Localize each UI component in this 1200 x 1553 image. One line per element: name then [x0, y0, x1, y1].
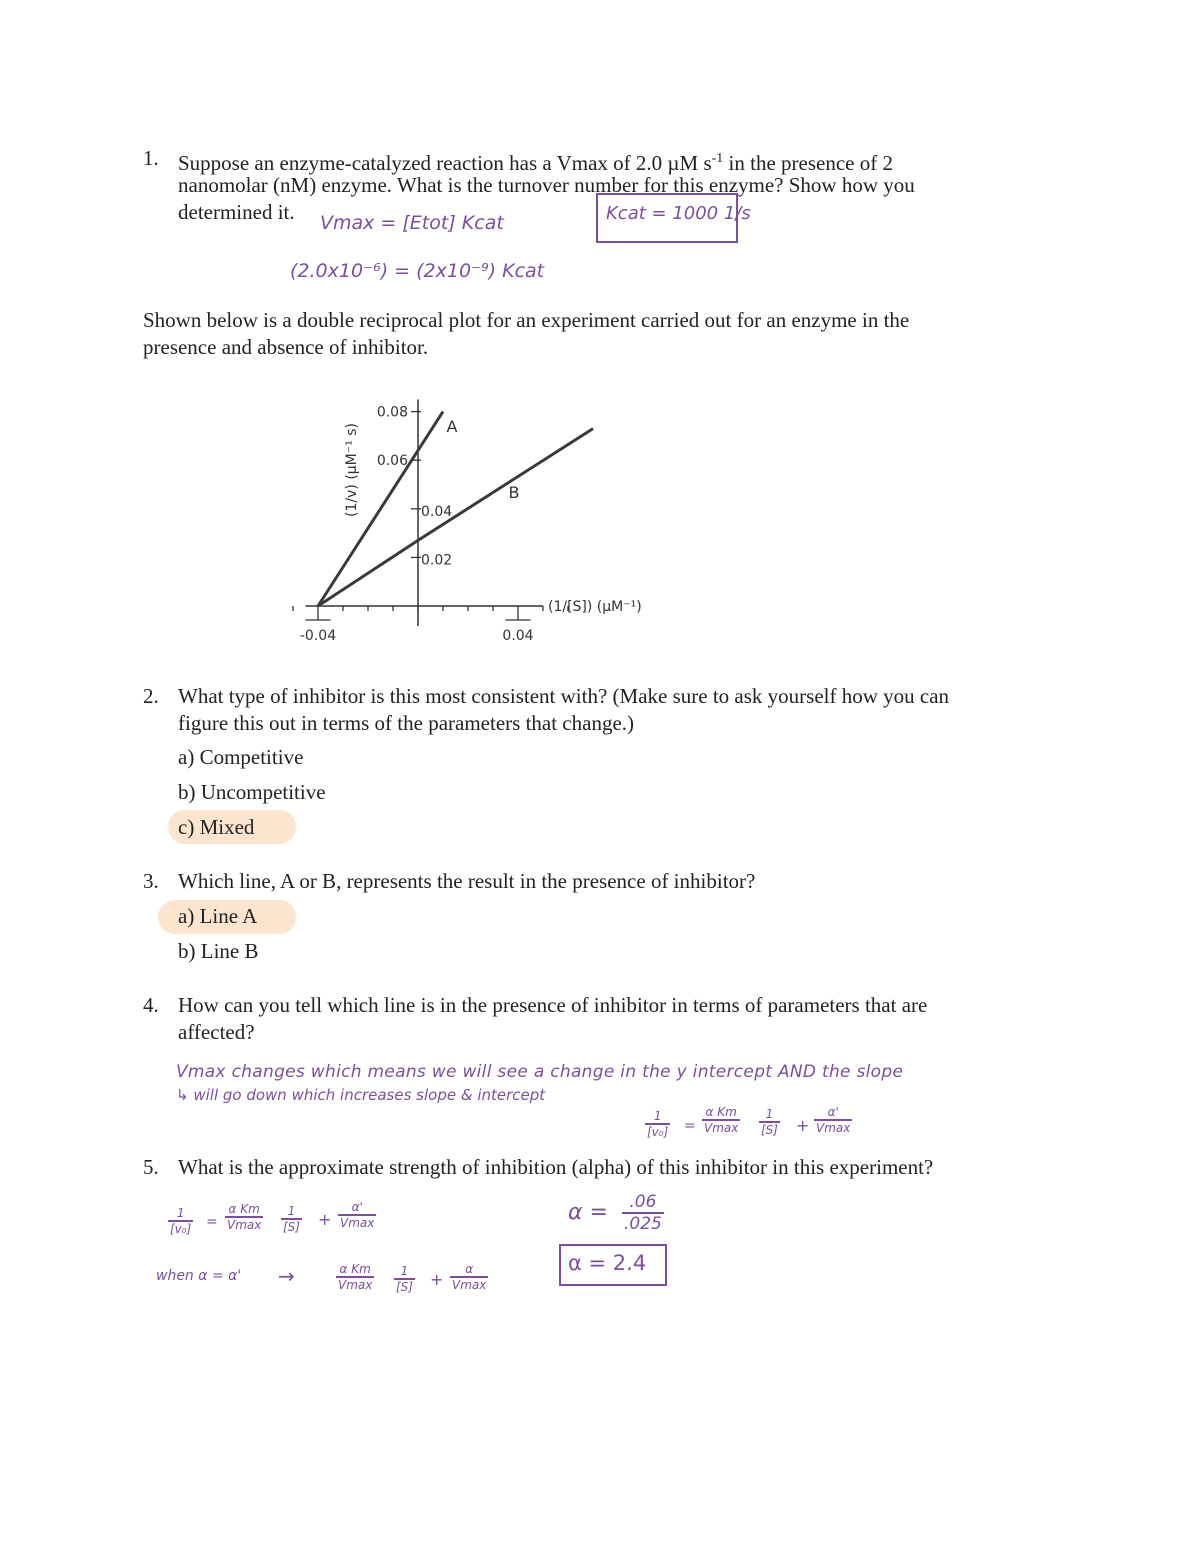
double-reciprocal-plot — [0, 380, 1200, 660]
q1-line3: determined it. — [178, 200, 295, 224]
q3-option-b[interactable]: b) Line B — [178, 939, 259, 963]
intro-line1: Shown below is a double reciprocal plot for an experiment carried out for an enzyme in the — [143, 308, 910, 332]
q4-plus: + — [796, 1116, 810, 1135]
q5-plus: + — [318, 1210, 332, 1229]
q5-fraction-term1: α Km Vmax — [227, 1202, 262, 1232]
q1-answer: Kcat = 1000 1/s — [606, 203, 751, 224]
q2-line1: What type of inhibitor is this most consistent with? (Make sure to ask yourself how you can — [178, 684, 950, 708]
q5-alpha-calc-label: α = — [568, 1200, 608, 1225]
q5-when-condition: when α = α' — [156, 1268, 242, 1284]
q5-fraction2-term1: α Km Vmax — [338, 1262, 373, 1292]
q5-equals: = — [206, 1214, 218, 1230]
q2-option-b[interactable]: b) Uncompetitive — [178, 780, 326, 804]
q2-line2: figure this out in terms of the parameters that change.) — [178, 711, 635, 735]
q5-fraction2-term3: α Vmax — [452, 1262, 487, 1292]
q5-line1: What is the approximate strength of inhibition (alpha) of this inhibitor in this experiment? — [178, 1155, 934, 1179]
q2-number: 2. — [143, 684, 159, 708]
x-tick-label: 0.04 — [502, 628, 534, 644]
q3-number: 3. — [143, 869, 159, 893]
q1-handwritten-equation-2: (2.0x10⁻⁶) = (2x10⁻⁹) Kcat — [290, 260, 545, 282]
q1-number: 1. — [143, 146, 159, 170]
q5-fraction-lhs: $\frac{1}{\text{[v₀]}}$ — [170, 1206, 192, 1236]
q4-equals: = — [684, 1118, 696, 1134]
q4-line2: affected? — [178, 1020, 255, 1044]
q2-option-a[interactable]: a) Competitive — [178, 745, 304, 769]
q3-option-a[interactable]: a) Line A — [178, 904, 258, 928]
y-axis-label: (1/v) (µM⁻¹ s) — [344, 423, 360, 517]
x-tick-label: -0.04 — [299, 628, 337, 644]
q4-number: 4. — [143, 993, 159, 1017]
q5-fraction2-term2: $\frac{1}{[S]}$ — [396, 1264, 413, 1294]
x-axis-label: (1/[S]) (µM⁻¹) — [548, 599, 642, 615]
q1-exponent: -1 — [711, 151, 724, 166]
q1-handwritten-equation-1: Vmax = [Etot] Kcat — [320, 212, 504, 234]
q4-handwritten-answer-2: ↳ will go down which increases slope & intercept — [176, 1086, 546, 1104]
q5-fraction-term2: $\frac{1}{[S]}$ — [283, 1204, 300, 1234]
y-tick-label: 0.08 — [376, 404, 408, 421]
q5-alpha-calc-fraction: $\frac{.06}{.025}$ — [624, 1192, 662, 1234]
q5-answer: α = 2.4 — [568, 1251, 647, 1275]
q4-fraction-lhs: $\frac{1}{\text{[v₀]}}$ — [647, 1109, 669, 1139]
arrow-right-icon: → — [278, 1264, 295, 1288]
q2-option-c[interactable]: c) Mixed — [178, 815, 255, 839]
q1-line1-text: Suppose an enzyme-catalyzed reaction has a Vmax of 2.0 µM s — [178, 151, 712, 175]
intro-line2: presence and absence of inhibitor. — [143, 335, 429, 359]
y-tick-label: 0.04 — [421, 503, 453, 520]
q4-handwritten-answer-1: Vmax changes which means we will see a change in the y intercept AND the slope — [176, 1062, 904, 1082]
q1-line2: nanomolar (nM) enzyme. What is the turnover number for this enzyme? Show how you — [178, 173, 915, 197]
series-label-b: B — [508, 483, 520, 502]
q5-number: 5. — [143, 1155, 159, 1179]
q3-line1: Which line, A or B, represents the result in the presence of inhibitor? — [178, 869, 756, 893]
q5-fraction-term3: α' Vmax — [340, 1200, 375, 1230]
q4-fraction-term3: α' Vmax — [816, 1105, 851, 1135]
series-label-a: A — [446, 417, 458, 436]
q1-line1-end: in the presence of 2 — [723, 151, 893, 175]
q4-line1: How can you tell which line is in the presence of inhibitor in terms of parameters that are — [178, 993, 928, 1017]
y-tick-label: 0.02 — [421, 552, 453, 569]
q4-fraction-term1: α Km Vmax — [704, 1105, 739, 1135]
q5-plus-2: + — [430, 1270, 444, 1289]
q4-fraction-term2: $\frac{1}{[S]}$ — [761, 1107, 778, 1137]
y-tick-label: 0.06 — [376, 453, 408, 470]
